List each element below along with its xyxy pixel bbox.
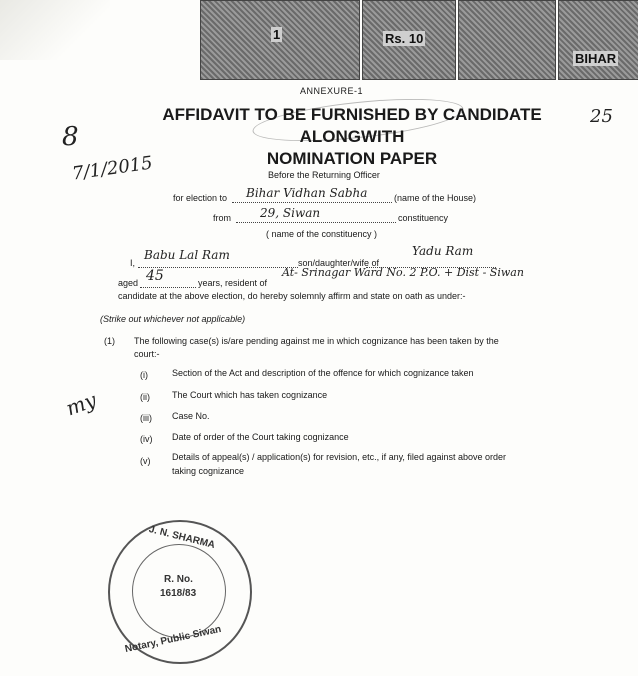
stamp-1	[200, 0, 360, 80]
declarant-name: Babu Lal Ram	[144, 248, 230, 262]
title-line-2: NOMINATION PAPER	[266, 149, 438, 168]
from-value: 29, Siwan	[260, 206, 321, 220]
margin-number: 8	[62, 122, 79, 152]
title-line-1: AFFIDAVIT TO BE FURNISHED BY CANDIDATE ALONGWITH	[162, 105, 542, 146]
election-suffix: (name of the House)	[394, 193, 477, 203]
subitem-number: (iii)	[140, 413, 152, 423]
stamp-4-text: BIHAR	[575, 51, 617, 66]
subitem-number: (ii)	[140, 392, 150, 402]
margin-initials: my	[62, 387, 100, 421]
notary-seal	[108, 520, 252, 664]
subitem-text: Date of order of the Court taking cognizance	[172, 432, 349, 442]
resident-label: years, resident of	[198, 278, 268, 288]
declarant-prefix: I,	[130, 258, 136, 268]
subitem-number: (i)	[140, 370, 148, 380]
subitem-text-cont: taking cognizance	[172, 466, 245, 476]
candidate-statement: candidate at the above election, do hereby solemnly affirm and state on oath as under:-	[118, 291, 466, 301]
subitem-text: The Court which has taken cognizance	[172, 390, 328, 400]
stamp-2-text: Rs. 10	[385, 31, 424, 46]
from-suffix: constituency	[398, 213, 449, 223]
election-prefix: for election to	[173, 193, 228, 203]
subitem-text: Section of the Act and description of the offence for which cognizance taken	[172, 368, 474, 378]
court-fee-stamps	[200, 0, 638, 78]
address-value: At- Srinagar Ward No. 2 P.O. + Dist - Siwan	[282, 266, 524, 279]
parent-name: Yadu Ram	[412, 244, 474, 258]
subitem-number: (v)	[140, 456, 151, 466]
notary-reg-label: R. No.	[164, 574, 193, 585]
subitem-text: Details of appeal(s) / application(s) for revision, etc., if any, filed against above order	[172, 452, 506, 462]
item-1-number: (1)	[104, 336, 115, 346]
stamp-4	[558, 0, 638, 80]
notary-role: Notary, Public Siwan	[123, 623, 223, 656]
subitem-text: Case No.	[172, 411, 210, 421]
from-prefix: from	[213, 213, 231, 223]
subitem-number: (iv)	[140, 434, 153, 444]
margin-date: 7/1/2015	[70, 152, 154, 185]
constituency-note: ( name of the constituency )	[266, 229, 378, 239]
item-1-text-cont: court:-	[134, 349, 160, 359]
notary-name: J. N. SHARMA	[147, 523, 217, 552]
from-dotted-line	[236, 222, 396, 223]
stamp-3	[458, 0, 556, 80]
election-value: Bihar Vidhan Sabha	[246, 186, 368, 200]
annexure-label: ANNEXURE-1	[300, 86, 364, 96]
before-returning-officer: Before the Returning Officer	[268, 170, 380, 180]
strike-note: (Strike out whichever not applicable)	[100, 314, 246, 324]
aged-label: aged	[118, 278, 139, 288]
document-title	[122, 104, 582, 170]
stamp-1-text: 1	[273, 27, 281, 42]
age-dotted-line	[140, 287, 196, 288]
relation-label: son/daughter/wife of	[298, 258, 380, 268]
item-1-text: The following case(s) is/are pending against me in which cognizance has been taken by the	[134, 336, 499, 346]
stamp-2	[362, 0, 456, 80]
top-right-mark: 25	[590, 106, 613, 127]
age-value: 45	[146, 268, 164, 284]
election-dotted-line	[232, 202, 392, 203]
paper-fold-shadow	[0, 0, 110, 60]
notary-reg-number: 1618/83	[160, 588, 197, 599]
